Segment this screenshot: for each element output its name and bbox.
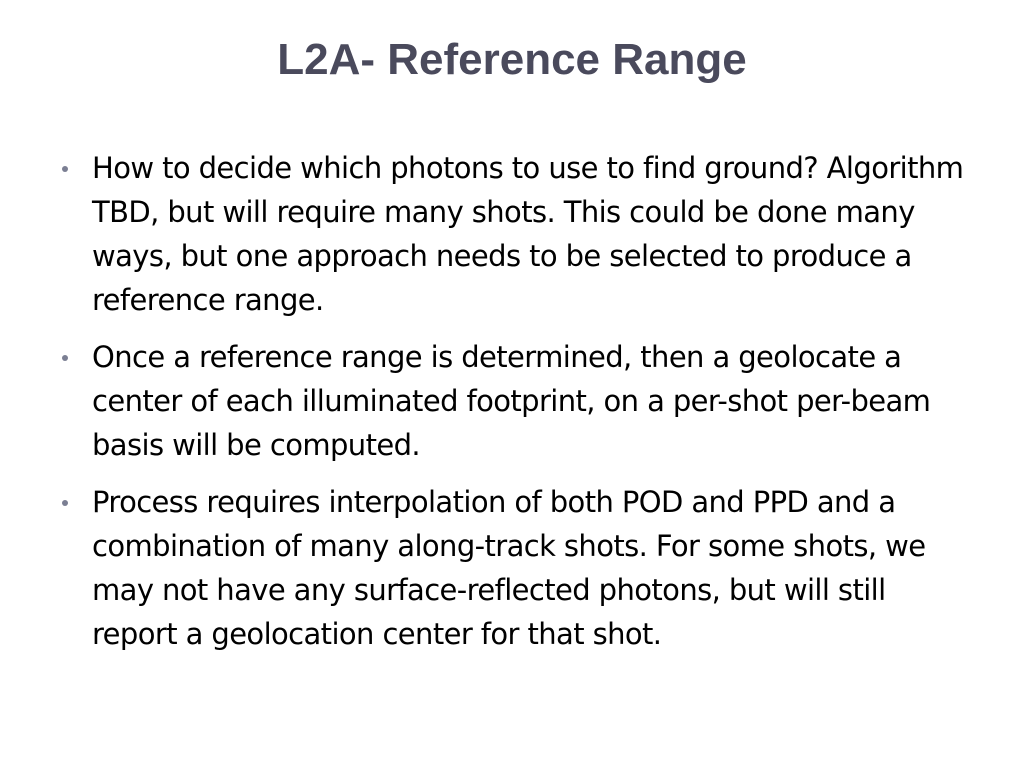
- bullet-text: Process requires interpolation of both POD and PPD and a combination of many along-track shots. For some shots, we may not have any surface-reflected photons, but will still report a geolocation center for that shot.: [92, 485, 926, 651]
- bullet-marker: [62, 166, 68, 172]
- bullet-marker: [62, 355, 68, 361]
- bullet-text: Once a reference range is determined, then a geolocate a center of each illuminated footprint, on a per-shot per-beam basis will be computed.: [92, 340, 931, 462]
- bullet-list: [0, 146, 1024, 669]
- bullet-item: [0, 146, 972, 322]
- slide-title: L2A- Reference Range: [277, 35, 747, 84]
- bullet-item: [0, 335, 972, 467]
- bullet-item: [0, 480, 972, 656]
- bullet-text: How to decide which photons to use to find ground? Algorithm TBD, but will require many shots. This could be done many ways, but one approach needs to be selected to produce a reference range.: [92, 151, 964, 317]
- bullet-marker: [62, 500, 68, 506]
